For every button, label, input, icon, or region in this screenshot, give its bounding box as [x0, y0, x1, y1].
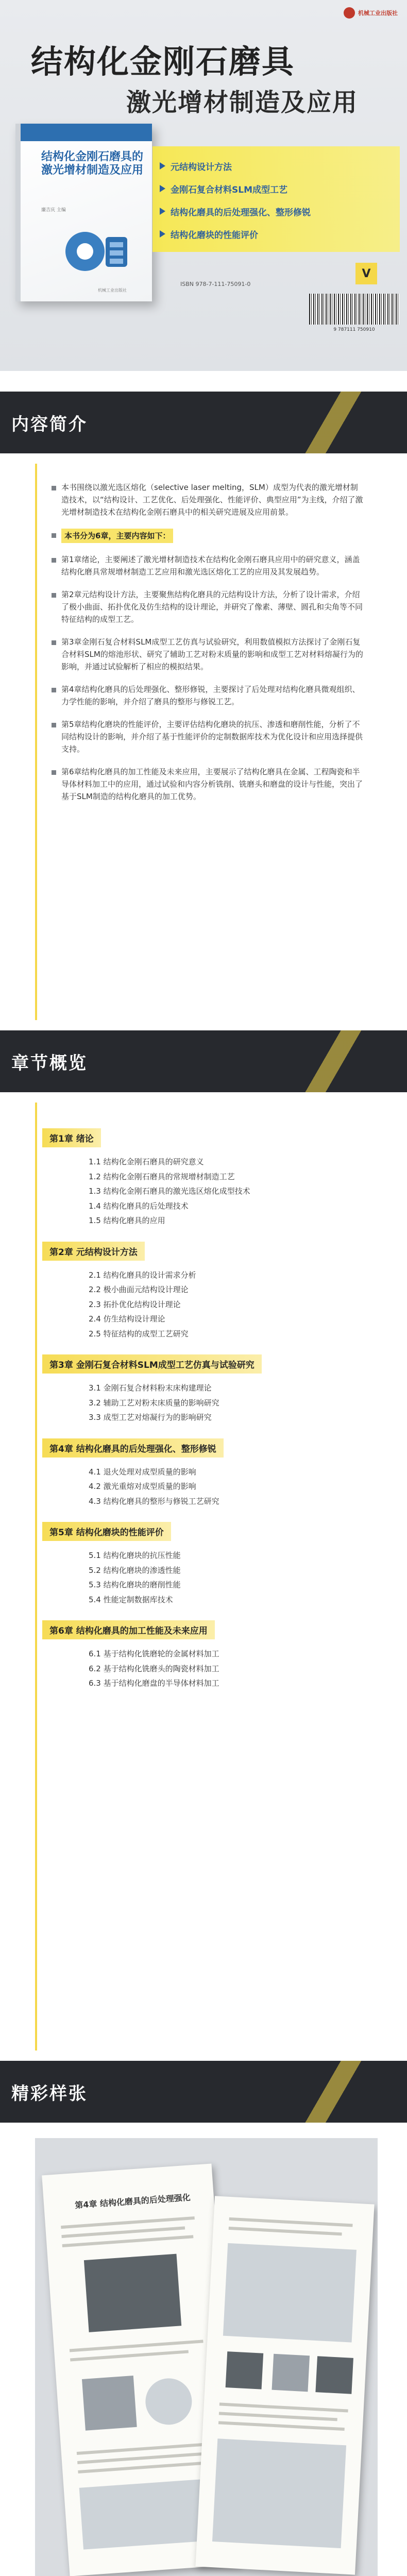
triangle-bullet-icon [160, 162, 165, 170]
figure-image [82, 2376, 137, 2431]
toc-item: 6.2 基于结构化铣磨头的陶瓷材料加工 [89, 1664, 219, 1673]
text-line [218, 2421, 345, 2431]
text-line [219, 2412, 337, 2421]
sample-page-right [195, 2196, 374, 2574]
toc-item: 6.3 基于结构化磨盘的半导体材料加工 [89, 1679, 219, 1688]
toc-item: 5.2 结构化磨块的渗透性能 [89, 1565, 181, 1575]
text-line [229, 2227, 342, 2236]
triangle-bullet-icon [160, 185, 165, 192]
highlight-item: 金刚石复合材料SLM成型工艺 [160, 177, 394, 200]
toc-item: 1.4 结构化磨具的后处理技术 [89, 1201, 189, 1211]
chapter-block [42, 1354, 372, 1425]
figure-image [315, 2356, 353, 2394]
toc-item: 2.4 仿生结构设计理论 [89, 1314, 165, 1324]
chapter-title: 第4章 结构化磨具的后处理强化、整形修锐 [42, 1438, 224, 1458]
square-bullet-icon [52, 723, 56, 727]
text-line [78, 2462, 201, 2473]
intro-section-header [0, 392, 407, 453]
square-bullet-icon [52, 558, 56, 563]
figure-image [272, 2354, 310, 2392]
intro-heading: 内容简介 [11, 414, 88, 435]
highlight-item: 结构化磨具的后处理强化、整形修锐 [160, 200, 394, 223]
toc-item: 5.1 结构化磨块的抗压性能 [89, 1551, 181, 1560]
toc-item: 2.1 结构化磨具的设计需求分析 [89, 1270, 196, 1280]
highlight-list [160, 155, 394, 245]
toc-item: 1.2 结构化金刚石磨具的常规增材制造工艺 [89, 1172, 235, 1181]
intro-card [35, 464, 378, 1020]
text-line [219, 2402, 348, 2412]
version-badge: V [355, 263, 377, 284]
highlight-item: 元结构设计方法 [160, 155, 394, 177]
chapter-title: 第1章 绪论 [42, 1128, 101, 1147]
toc-item: 5.3 结构化磨块的磨削性能 [89, 1580, 181, 1589]
chapter-block [42, 1620, 372, 1691]
toc-item: 4.3 结构化磨具的整形与修锐工艺研究 [89, 1496, 219, 1506]
toc-item: 3.2 辅助工艺对粉末床质量的影响研究 [89, 1398, 219, 1408]
chapter-title: 第2章 元结构设计方法 [42, 1242, 145, 1261]
intro-paragraph: 第3章金刚石复合材料SLM成型工艺仿真与试验研究，利用数值模拟方法探讨了金刚石复合材料SLM的熔池形状、研究了辅助工艺对粉末质量的影响和成型工艺对材料熔凝行为的影响，并通过试验解析了相应的模拟结果。 [52, 636, 363, 673]
chapter-title: 第3章 金刚石复合材料SLM成型工艺仿真与试验研究 [42, 1354, 262, 1374]
sample-page-heading: 第4章 结构化磨具的后处理强化 [74, 2192, 191, 2211]
intro-paragraph: 第1章绪论，主要阐述了激光增材制造技术在结构化金刚石磨具应用中的研究意义，涵盖结构化磨具常规增材制造工艺应用和激光选区熔化工艺的应用及其发展趋势。 [52, 553, 363, 578]
book-cover [15, 124, 152, 301]
intro-paragraph: 第6章结构化磨具的加工性能及未来应用，主要展示了结构化磨具在金属、工程陶瓷和半导体材料加工中的应用，通过试验和内容分析铣削、铣磨头和磨盘的设计与性能，突出了基于SLM制造的结构化磨具的加工优势。 [52, 766, 363, 803]
intro-paragraph: 本书围绕以激光选区熔化（selective laser melting，SLM）成型为代表的激光增材制造技术，以“结构设计、工艺优化、后处理强化、性能评价、典型应用”为主线，介绍了激光增材制造技术在结构化金刚石磨具中的相关研究进展及应用前景。 [52, 481, 363, 518]
book-cover-authors: 廉吉庆 主编 [41, 208, 66, 213]
barcode-image [309, 294, 399, 325]
text-line [61, 2226, 185, 2238]
text-line [62, 2235, 194, 2247]
toc-card [35, 1103, 378, 2050]
sample-page-photo-1 [35, 2138, 378, 2576]
triangle-bullet-icon [160, 208, 165, 215]
figure-image [84, 2254, 181, 2332]
text-line [229, 2217, 353, 2227]
toc-item: 2.5 特征结构的成型工艺研究 [89, 1329, 189, 1338]
table-image [223, 2243, 357, 2343]
hero-title: 结构化金刚石磨具 [31, 43, 295, 80]
hero-subtitle: 激光增材制造及应用 [126, 88, 359, 117]
chapter-title: 第5章 结构化磨块的性能评价 [42, 1522, 171, 1541]
square-bullet-icon [52, 770, 56, 775]
toc-heading: 章节概览 [11, 1053, 88, 1074]
toc-item: 3.1 金刚石复合材料粉末床构建理论 [89, 1383, 212, 1393]
hero-banner [0, 0, 407, 371]
text-line [70, 2350, 189, 2361]
square-bullet-icon [52, 640, 56, 645]
toc-item: 5.4 性能定制数据库技术 [89, 1595, 173, 1604]
chapter-block [42, 1522, 372, 1607]
toc-item: 2.2 极小曲面元结构设计理论 [89, 1285, 189, 1294]
publisher-name: 机械工业出版社 [358, 10, 398, 16]
intro-paragraph: 第2章元结构设计方法，主要聚焦结构化磨具的元结构设计方法，分析了设计需求，介绍了极小曲面、拓扑优化及仿生结构的设计理论，并研究了像素、薄壁、圆孔和尖角等不同特征结构的成型工艺。 [52, 588, 363, 625]
square-bullet-icon [52, 533, 56, 538]
chapter-title: 第6章 结构化磨具的加工性能及未来应用 [42, 1620, 215, 1639]
isbn-text: ISBN 978-7-111-75091-0 [180, 281, 251, 287]
header-stripe-decoration [273, 392, 407, 453]
chapter-block [42, 1438, 372, 1509]
samples-heading: 精彩样张 [11, 2083, 88, 2104]
header-stripe-decoration [273, 1030, 407, 1092]
toc-item: 4.2 激光重熔对成型质量的影响 [89, 1482, 196, 1491]
toc-item: 6.1 基于结构化铣磨轮的金属材料加工 [89, 1649, 219, 1658]
publisher-logo-icon [344, 7, 355, 19]
book-cover-press: 机械工业出版社 [98, 288, 127, 293]
toc-item: 4.1 退火处理对成型质量的影响 [89, 1467, 196, 1477]
triangle-bullet-icon [160, 230, 165, 238]
toc-item: 2.3 拓扑优化结构设计理论 [89, 1299, 181, 1309]
intro-paragraph: 第4章结构化磨具的后处理强化、整形修锐，主要探讨了后处理对结构化磨具微观组织、力学性能的影响，并介绍了磨具的整形与修锐工艺。 [52, 683, 363, 708]
square-bullet-icon [52, 593, 56, 598]
header-stripe-decoration [273, 2061, 407, 2123]
intro-paragraph: 第5章结构化磨块的性能评价，主要评估结构化磨块的抗压、渗透和磨削性能，分析了不同结构设计的影响，并介绍了基于性能评价的定制数据库技术为优化设计和应用选择提供支持。 [52, 718, 363, 755]
intro-paragraph-highlight: 本书分为6章，主要内容如下： [52, 529, 363, 543]
book-cover-title: 结构化金刚石磨具的激光增材制造及应用 [41, 150, 144, 177]
toc-item: 1.3 结构化金刚石磨具的激光选区熔化成型技术 [89, 1187, 250, 1196]
barcode-number: 9 787111 750910 [333, 327, 375, 332]
toc-item: 1.1 结构化金刚石磨具的研究意义 [89, 1157, 204, 1166]
toc-section-header [0, 1030, 407, 1092]
chapter-block [42, 1128, 372, 1228]
toc-item: 3.3 成型工艺对熔凝行为的影响研究 [89, 1413, 212, 1422]
book-cover-art [57, 222, 134, 278]
book-cover-band [21, 124, 152, 141]
highlight-item: 结构化磨块的性能评价 [160, 223, 394, 245]
toc-item: 1.5 结构化磨具的应用 [89, 1216, 165, 1225]
figure-image [226, 2351, 264, 2389]
figure-image [212, 2438, 346, 2548]
chapter-block [42, 1242, 372, 1342]
samples-section-header [0, 2061, 407, 2123]
figure-image [144, 2377, 193, 2426]
square-bullet-icon [52, 688, 56, 692]
publisher-logo [344, 7, 398, 19]
square-bullet-icon [52, 486, 56, 490]
